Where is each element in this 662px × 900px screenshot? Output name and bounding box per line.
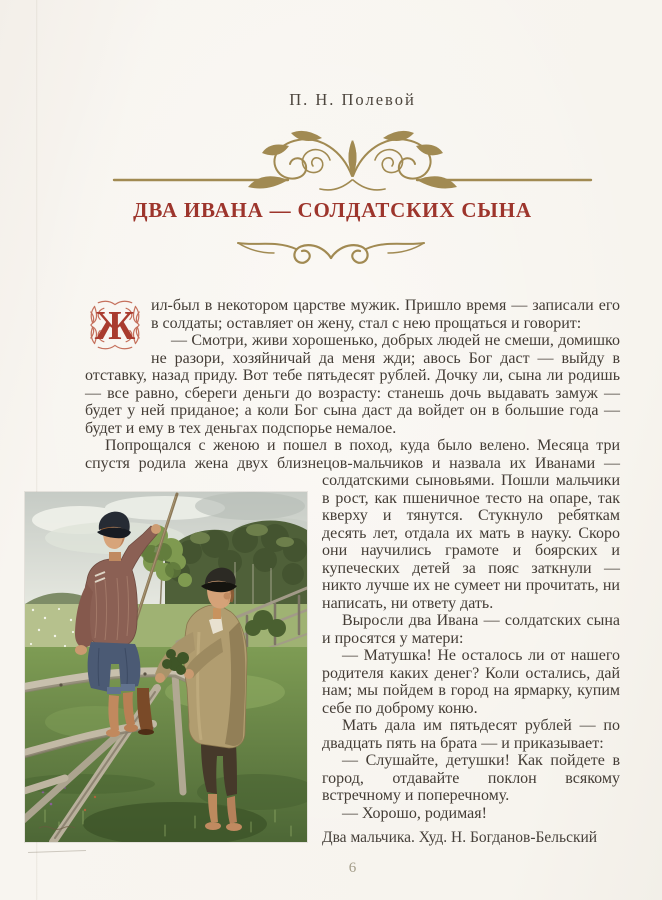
mother-orders-paragraph: — Слушайте, детушки! Как пойдете в город, отдавайте поклон всякому встречному и поперечному.	[322, 752, 620, 804]
farewell-paragraph: — Смотри, живи хорошенько, добрых людей не смеши, домишко не разори, хозяйничай да меня жди; авось Бог даст — выйду в отставку, назад приду. Вот тебе пятьдесят рублей. Дочку ли, сына ли родишь — все равно, сбереги деньги до возрасту: станешь дочь выдавать замуж — будет у ней приданое; а коли Бог сына даст да войдет он в большие года — будет и ему в тех деньгах подспорье немалое.	[85, 332, 620, 437]
dropcap-letter: Ж	[94, 302, 136, 348]
swash-ornament	[236, 238, 426, 272]
page-title: ДВА ИВАНА — СОЛДАТСКИХ СЫНА	[133, 198, 532, 222]
opening-paragraph	[85, 297, 620, 348]
floral-divider-ornament	[85, 124, 620, 196]
story-illustration	[25, 492, 307, 842]
departure-paragraph-continued: солдатскими сыновьями. Пошли мальчики в рост, как пшеничное тесто на опаре, так кверху и тянутся. Стукнуло ребяткам десять лет, отдала их мать в науку. Скоро они научились грамоте и боярских и купеческих детей за пояс заткнули — никто лучше их не сумеет ни прочитать, ни написать, ни ответу дать.	[322, 472, 620, 612]
mother-gives-paragraph: Мать дала им пятьдесят рублей — по двадцать пять на брата — и приказывает:	[322, 717, 620, 752]
author-name: П. Н. Полевой	[289, 90, 416, 109]
illustration-caption: Два мальчика. Худ. Н. Богданов-Бельский	[322, 829, 598, 846]
opening-text: ил-был в некотором царстве мужик. Пришло время — записали его в солдаты; оставляет он жену, стал с нею прощаться и говорит:	[151, 297, 620, 332]
page-number: 6	[348, 860, 357, 876]
text-column-beside-illustration	[322, 472, 620, 847]
ask-mother-paragraph: — Матушка! Не осталось ли от нашего родителя каких денег? Коли остались, дай нам; мы пойдем в город на ярмарку, купим себе по доброму коню.	[322, 647, 620, 717]
reply-paragraph: — Хорошо, родимая!	[342, 804, 487, 822]
dropcap-initial	[85, 299, 145, 351]
grown-paragraph: Выросли два Ивана — солдатских сына и просятся у матери:	[322, 612, 620, 647]
departure-paragraph-start: Попрощался с женою и пошел в поход, куда было велено. Месяца три спустя родила жена двух близнецов-мальчиков и назвала их Иванами —	[85, 437, 620, 472]
